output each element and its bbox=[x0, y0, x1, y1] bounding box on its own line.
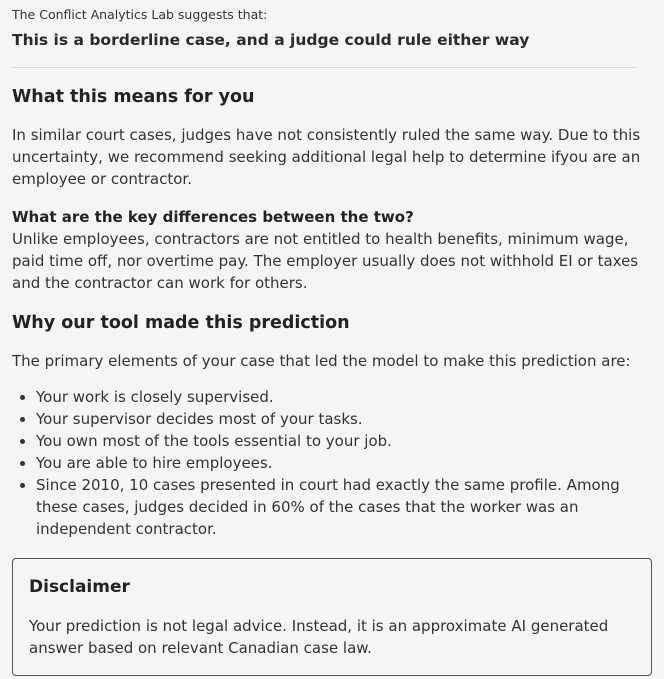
meaning-paragraph: In similar court cases, judges have not consistently ruled the same way. Due to this uncertainty, we recommend seeking additional legal help to determine ifyou are an employee or contractor. bbox=[12, 126, 641, 188]
list-item: • Since 2010, 10 cases presented in court had exactly the same profile. Among these cases, judges decided in 60% of the cases that the worker was an independent contractor. bbox=[36, 474, 658, 540]
list-item: • You own most of the tools essential to your job. bbox=[36, 430, 658, 452]
reasons-list bbox=[12, 386, 658, 540]
disclaimer-text: Your prediction is not legal advice. Instead, it is an approximate AI generated answer based on relevant Canadian case law. bbox=[29, 617, 609, 657]
section-divider bbox=[12, 67, 636, 68]
prediction-heading: Why our tool made this prediction bbox=[12, 313, 350, 333]
verdict-text: This is a borderline case, and a judge could rule either way bbox=[12, 31, 530, 49]
differences-heading: What are the key differences between the two? bbox=[12, 208, 414, 226]
differences-paragraph: Unlike employees, contractors are not entitled to health benefits, minimum wage, paid time off, nor overtime pay. The employer usually does not withhold EI or taxes and the contractor can work for others. bbox=[12, 230, 639, 292]
prediction-intro: The primary elements of your case that led the model to make this prediction are: bbox=[12, 352, 631, 370]
list-item: • Your supervisor decides most of your tasks. bbox=[36, 408, 658, 430]
disclaimer-title: Disclaimer bbox=[29, 577, 130, 597]
source-attribution: The Conflict Analytics Lab suggests that: bbox=[12, 7, 268, 22]
list-item: • You are able to hire employees. bbox=[36, 452, 658, 474]
meaning-heading: What this means for you bbox=[12, 87, 255, 107]
disclaimer-box bbox=[12, 558, 652, 676]
list-item: • Your work is closely supervised. bbox=[36, 386, 658, 408]
